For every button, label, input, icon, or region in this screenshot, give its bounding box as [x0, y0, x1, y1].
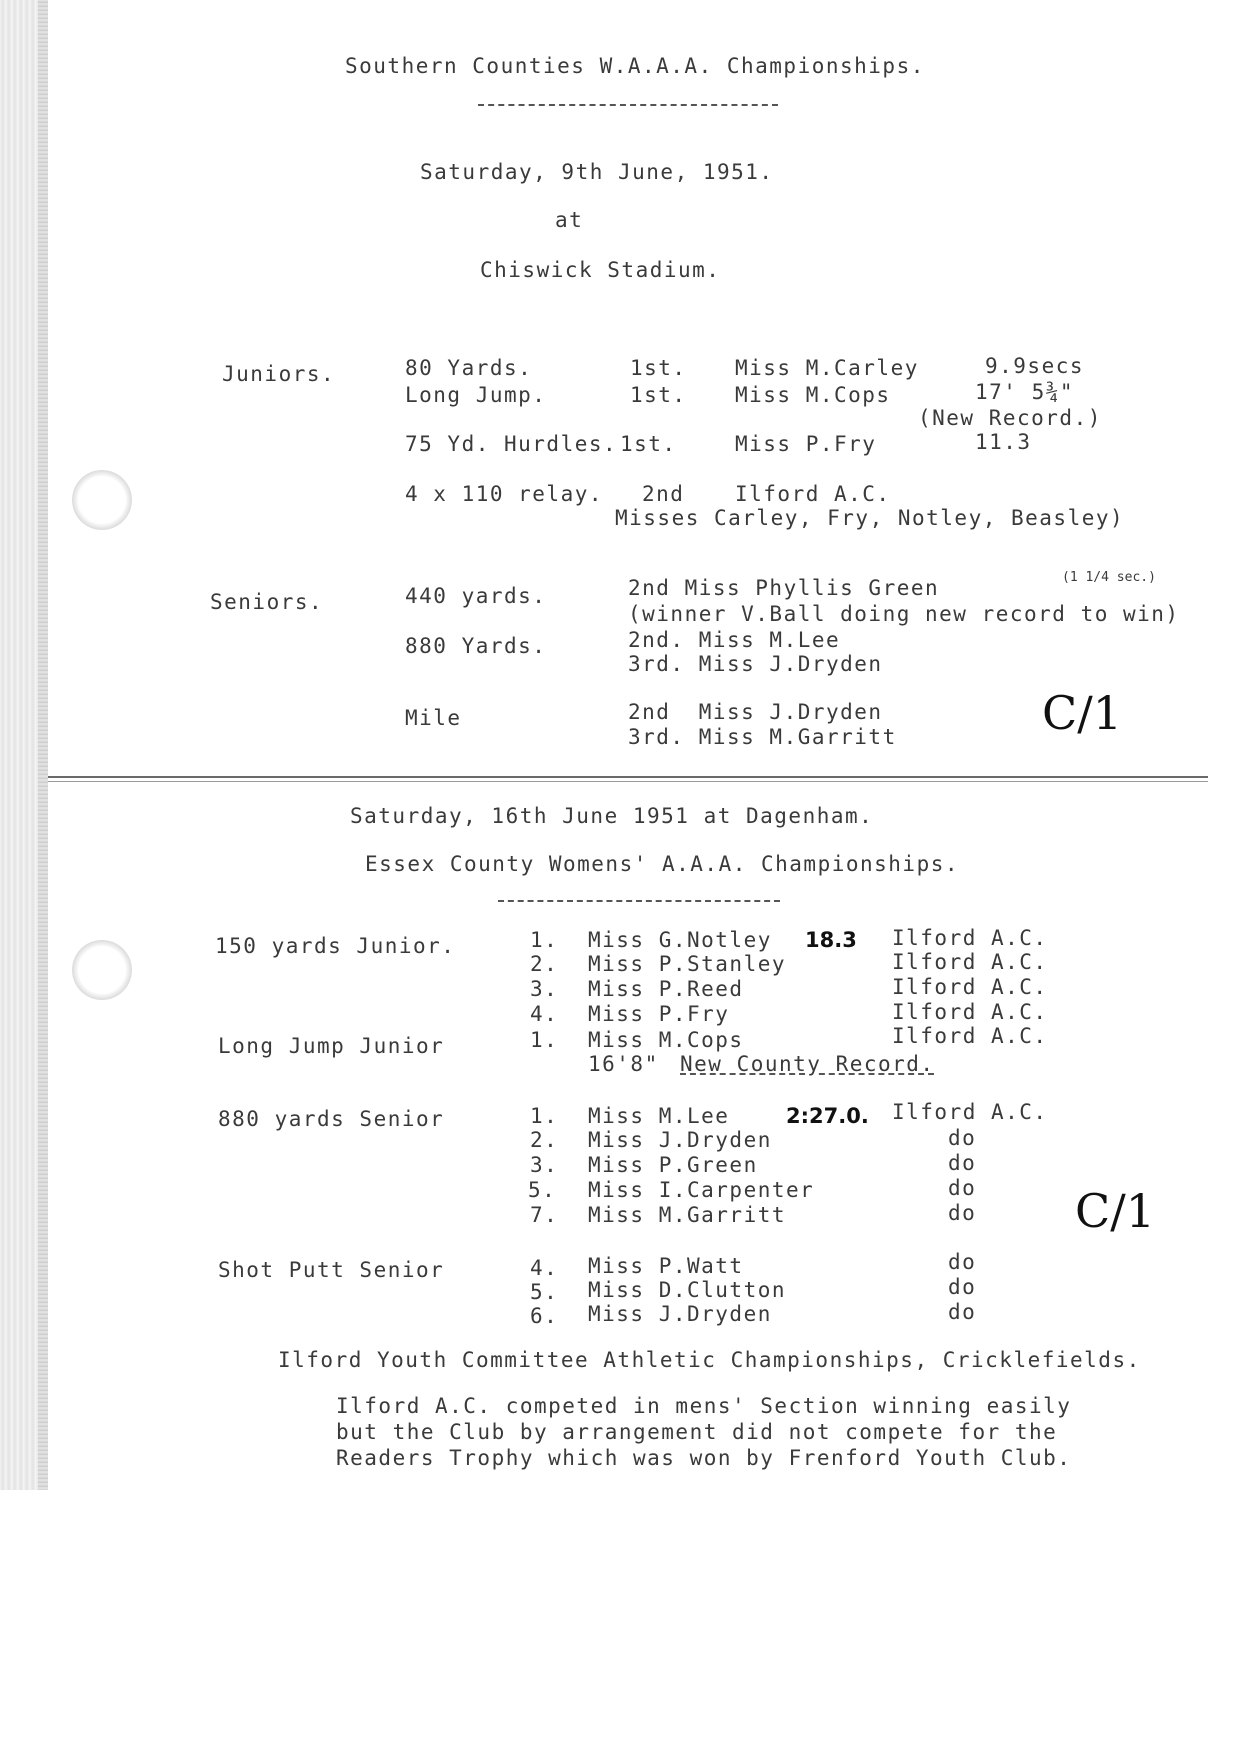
youth-line2: but the Club by arrangement did not compete for the	[336, 1420, 1058, 1444]
result-num: 3.	[530, 1153, 559, 1177]
youth-line1: Ilford A.C. competed in mens' Section winning easily	[336, 1394, 1072, 1418]
shot-label: Shot Putt Senior	[218, 1258, 445, 1282]
page-divider	[48, 776, 1208, 782]
lj-record: New County Record.	[680, 1052, 935, 1076]
junior-event: Long Jump.	[405, 383, 547, 407]
s440-line2: (winner V.Ball doing new record to win)	[628, 602, 1180, 626]
result-time: 18.3	[805, 928, 857, 952]
junior-event: 80 Yards.	[405, 356, 533, 380]
result-num: 2.	[530, 1128, 559, 1152]
result-time: 2:27.0.	[786, 1104, 869, 1128]
result-club: do	[948, 1176, 977, 1200]
junior-result: 17' 5¾"	[975, 380, 1075, 404]
essex-date-line: Saturday, 16th June 1951 at Dagenham.	[350, 804, 874, 828]
check-mark: C/1	[1075, 1184, 1155, 1238]
result-name: Miss M.Garritt	[588, 1203, 787, 1227]
result-num: 5.	[530, 1280, 559, 1304]
junior-place: 1st.	[630, 383, 687, 407]
result-name: Miss M.Lee	[588, 1104, 730, 1128]
punch-hole-bottom	[72, 940, 132, 1000]
result-num: 4.	[530, 1256, 559, 1280]
result-club: Ilford A.C.	[892, 975, 1048, 999]
record-note: (New Record.)	[918, 406, 1102, 430]
relay-team: Misses Carley, Fry, Notley, Beasley)	[615, 506, 1125, 530]
result-num: 1.	[530, 1104, 559, 1128]
scan-shadow	[38, 0, 48, 1490]
southern-title: Southern Counties W.A.A.A. Championships.	[345, 54, 925, 78]
junior-result: 9.9secs	[985, 354, 1085, 378]
lj-name: Miss M.Cops	[588, 1028, 744, 1052]
southern-at: at	[555, 208, 584, 232]
relay-club: Ilford A.C.	[735, 482, 891, 506]
s880-line1: 2nd. Miss M.Lee	[628, 628, 841, 652]
result-name: Miss J.Dryden	[588, 1128, 772, 1152]
relay-event: 4 x 110 relay.	[405, 482, 604, 506]
junior-name: Miss M.Carley	[735, 356, 919, 380]
essex-rule	[498, 900, 780, 902]
result-club: do	[948, 1275, 977, 1299]
punch-hole-top	[72, 470, 132, 530]
result-club: Ilford A.C.	[892, 926, 1048, 950]
result-num: 2.	[530, 952, 559, 976]
e880-label: 880 yards Senior	[218, 1107, 445, 1131]
result-name: Miss P.Fry	[588, 1002, 730, 1026]
result-club: Ilford A.C.	[892, 1000, 1048, 1024]
seniors-label: Seniors.	[210, 590, 324, 614]
youth-title: Ilford Youth Committee Athletic Championships, Cricklefields.	[278, 1348, 1141, 1372]
youth-line3: Readers Trophy which was won by Frenford Youth Club.	[336, 1446, 1072, 1470]
result-club: do	[948, 1250, 977, 1274]
essex-title: Essex County Womens' A.A.A. Championships.	[365, 852, 960, 876]
result-club: do	[948, 1151, 977, 1175]
result-name: Miss G.Notley	[588, 928, 772, 952]
junior-name: Miss M.Cops	[735, 383, 891, 407]
result-name: Miss J.Dryden	[588, 1302, 772, 1326]
result-name: Miss P.Reed	[588, 977, 744, 1001]
result-name: Miss P.Green	[588, 1153, 758, 1177]
southern-date: Saturday, 9th June, 1951.	[420, 160, 774, 184]
result-name: Miss D.Clutton	[588, 1278, 787, 1302]
result-name: Miss P.Stanley	[588, 952, 787, 976]
result-club: do	[948, 1126, 977, 1150]
title-rule	[478, 104, 778, 106]
s440-line1: 2nd Miss Phyllis Green	[628, 576, 940, 600]
junior-event: 75 Yd. Hurdles.	[405, 432, 618, 456]
lj-club: Ilford A.C.	[892, 1024, 1048, 1048]
southern-venue: Chiswick Stadium.	[480, 258, 721, 282]
juniors-label: Juniors.	[222, 362, 336, 386]
result-num: 7.	[530, 1203, 559, 1227]
junior-result: 11.3	[975, 430, 1032, 454]
result-club: Ilford A.C.	[892, 1100, 1048, 1124]
result-num: 3.	[530, 977, 559, 1001]
result-name: Miss I.Carpenter	[588, 1178, 815, 1202]
mile-line2: 3rd. Miss M.Garritt	[628, 725, 897, 749]
s880-line2: 3rd. Miss J.Dryden	[628, 652, 883, 676]
result-num: 1.	[530, 928, 559, 952]
result-num: 4.	[530, 1002, 559, 1026]
result-club: Ilford A.C.	[892, 950, 1048, 974]
s880-event: 880 Yards.	[405, 634, 547, 658]
lj-num: 1.	[530, 1028, 559, 1052]
mile-event: Mile	[405, 706, 462, 730]
check-mark: C/1	[1042, 686, 1122, 740]
junior-place: 1st.	[620, 432, 677, 456]
s440-margin-note: (1 1/4 sec.)	[1062, 570, 1156, 585]
junior-name: Miss P.Fry	[735, 432, 877, 456]
relay-place: 2nd	[642, 482, 685, 506]
s440-event: 440 yards.	[405, 584, 547, 608]
scan-edge	[0, 0, 38, 1490]
junior-place: 1st.	[630, 356, 687, 380]
result-num: 5.	[528, 1178, 557, 1202]
mile-line1: 2nd Miss J.Dryden	[628, 700, 883, 724]
e150-label: 150 yards Junior.	[215, 934, 456, 958]
result-club: do	[948, 1300, 977, 1324]
result-club: do	[948, 1201, 977, 1225]
result-num: 6.	[530, 1304, 559, 1328]
result-name: Miss P.Watt	[588, 1254, 744, 1278]
lj-distance: 16'8"	[588, 1052, 659, 1076]
lj-label: Long Jump Junior	[218, 1034, 445, 1058]
